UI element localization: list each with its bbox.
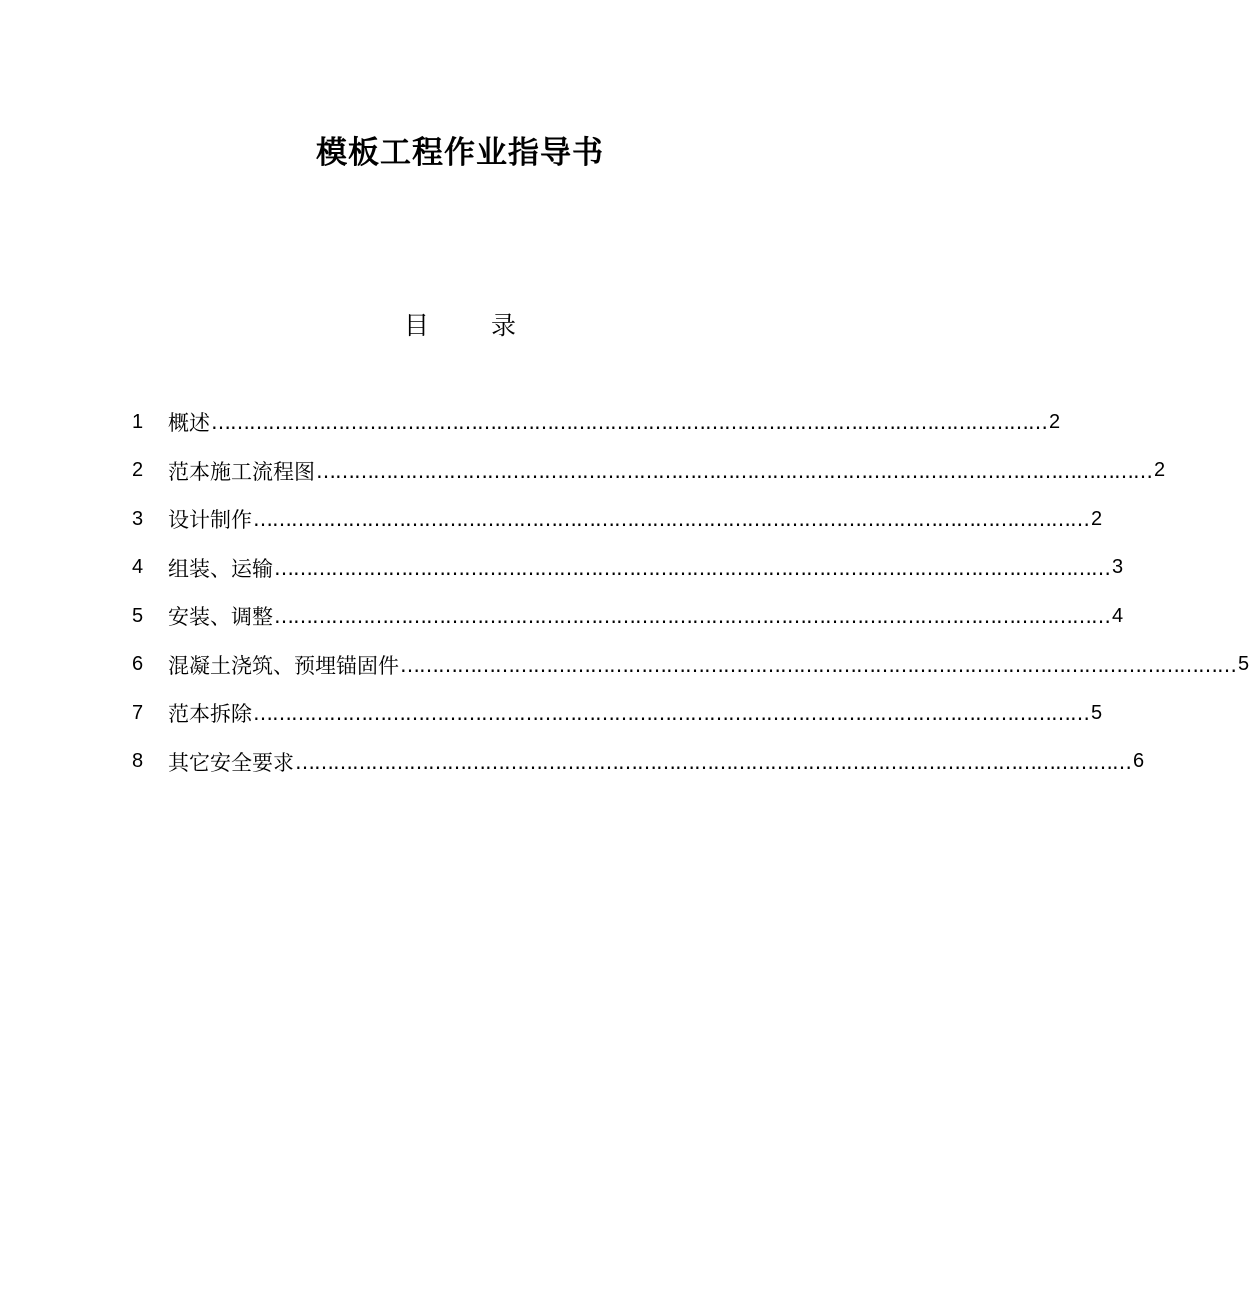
toc-entry-leader: …………………………………………………………………………………………………………………… [211,410,1047,435]
toc-entry[interactable] [128,398,1061,447]
toc-entry[interactable] [128,689,1103,738]
toc-entry-page: 2 [1049,410,1061,433]
toc-entry-page: 4 [1112,604,1124,627]
toc-entry-number: 6 [132,653,144,676]
toc-entry-label: 范本拆除 [168,702,252,727]
toc-entry-number: 1 [132,410,144,433]
toc-entry-number: 3 [132,507,144,530]
toc-heading [0,306,920,346]
toc-entry[interactable] [128,544,1124,593]
toc-heading-right: 录 [491,311,517,340]
toc-entry[interactable] [128,447,1166,496]
toc-entry-number: 8 [132,750,144,773]
toc-entry-leader: …………………………………………………………………………………………………………………… [316,458,1152,483]
toc-entry[interactable] [128,592,1124,641]
toc-entry-page: 5 [1238,653,1249,676]
toc-entry-page: 6 [1133,750,1145,773]
toc-entry-page: 2 [1091,507,1103,530]
toc-entry-leader: …………………………………………………………………………………………………………………… [295,749,1131,774]
toc-entry[interactable] [128,641,1249,690]
toc-entry-label: 组装、运输 [168,556,273,581]
toc-entry-number: 2 [132,459,144,482]
toc-entry[interactable] [128,738,1145,787]
toc-entry-page: 5 [1091,701,1103,724]
toc-entry-number: 5 [132,604,144,627]
toc-entry-label: 其它安全要求 [168,750,294,775]
toc-entry[interactable] [128,495,1103,544]
toc-entry-label: 设计制作 [168,508,252,533]
toc-entry-page: 3 [1112,556,1124,579]
toc-entry-label: 安装、调整 [168,605,273,630]
toc-entry-number: 7 [132,701,144,724]
toc-entry-leader: …………………………………………………………………………………………………………………… [274,555,1110,580]
toc-entry-number: 4 [132,556,144,579]
toc-entry-label: 范本施工流程图 [168,459,315,484]
toc-entry-leader: …………………………………………………………………………………………………………………… [400,652,1236,677]
toc-entry-leader: …………………………………………………………………………………………………………………… [274,604,1110,629]
toc-heading-left: 目 [403,311,429,340]
toc-entry-label: 概述 [168,411,210,436]
toc-entry-page: 2 [1154,459,1166,482]
toc-entry-leader: …………………………………………………………………………………………………………………… [253,701,1089,726]
toc-list [128,398,1249,786]
document-title: 模板工程作业指导书 [316,135,604,171]
toc-entry-leader: …………………………………………………………………………………………………………………… [253,507,1089,532]
toc-entry-label: 混凝土浇筑、预埋锚固件 [168,653,399,678]
